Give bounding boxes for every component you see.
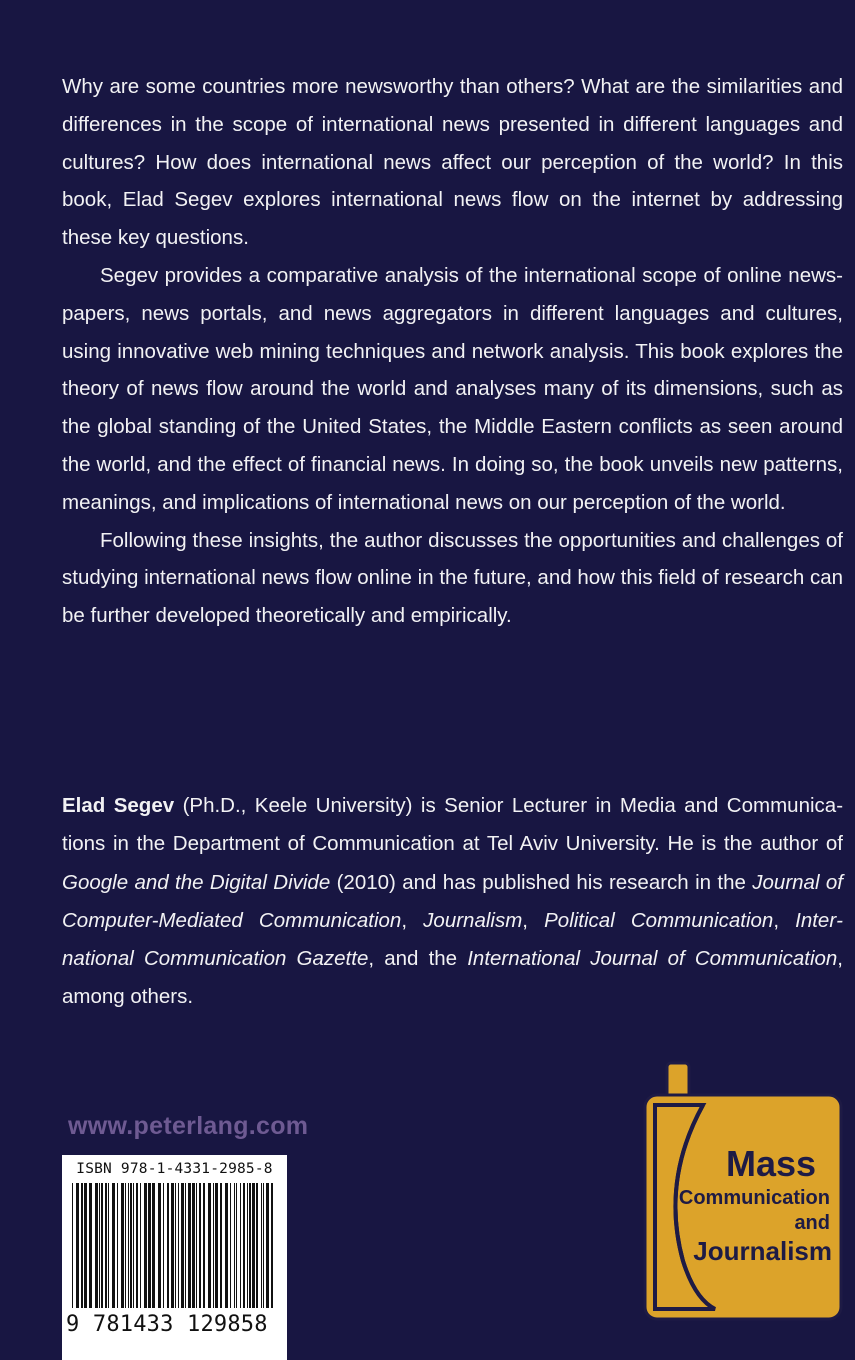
barcode-bar	[256, 1183, 258, 1308]
barcode-bar	[133, 1183, 134, 1308]
bio-separator-3: ,	[773, 908, 796, 932]
barcode-bar	[234, 1183, 235, 1308]
barcode-bar	[225, 1183, 228, 1308]
barcode-bar	[175, 1183, 176, 1308]
barcode-bar	[105, 1183, 107, 1308]
blurb-paragraph-1: Why are some countries more newsworthy than others? What are the similarities and differences in the scope of international news presented in different languages and cultures? How does international news affect our perception of the world? In this book, Elad Segev explores international news flow on the internet by addressing these key questions.	[62, 75, 843, 250]
barcode-bar	[192, 1183, 195, 1308]
barcode-bar	[144, 1183, 147, 1308]
barcode-bar	[208, 1183, 211, 1308]
barcode-bar	[167, 1183, 169, 1308]
journal-title-1: Journal of Computer-Mediated Communication	[62, 870, 843, 932]
barcode-bar	[215, 1183, 218, 1308]
barcode-bar	[136, 1183, 138, 1308]
bio-text-1: (Ph.D., Keele University) is Senior Lecturer in Media and Communications in the Department of Communication at Tel Aviv University. He is the author of	[62, 794, 844, 856]
barcode-bar	[266, 1183, 269, 1308]
barcode-bar	[230, 1183, 231, 1308]
barcode-bar	[84, 1183, 87, 1308]
author-bio	[62, 787, 843, 1017]
barcode-bar	[171, 1183, 174, 1308]
bio-text-2: (2010) and has published his research in the	[330, 870, 753, 894]
publisher-url[interactable]: www.peterlang.com	[68, 1112, 309, 1140]
barcode-bar	[76, 1183, 79, 1308]
series-title-line-2: Communication	[678, 1187, 830, 1209]
barcode-bar	[95, 1183, 98, 1308]
barcode-bar	[158, 1183, 161, 1308]
barcode-bar	[247, 1183, 248, 1308]
barcode-bar	[152, 1183, 155, 1308]
barcode-bar	[199, 1183, 201, 1308]
barcode-bar	[213, 1183, 214, 1308]
barcode-bar	[117, 1183, 118, 1308]
barcode-bar	[128, 1183, 129, 1308]
barcode-bar	[99, 1183, 100, 1308]
journal-title-2: Journalism	[423, 908, 523, 932]
journal-title-3: Political Communication	[544, 908, 774, 932]
barcode-bar	[148, 1183, 151, 1308]
barcode-bar	[112, 1183, 115, 1308]
barcode-bar	[243, 1183, 245, 1308]
barcode-bar	[140, 1183, 141, 1308]
barcode-bar	[108, 1183, 109, 1308]
bio-separator-2: ,	[522, 908, 545, 932]
barcode-bar	[271, 1183, 273, 1308]
barcode-bar	[181, 1183, 184, 1308]
journal-title-5: International Journal of Communication	[467, 947, 838, 971]
barcode-bar	[252, 1183, 255, 1308]
barcode-bar	[101, 1183, 103, 1308]
barcode-bar	[240, 1183, 241, 1308]
barcode-bar	[236, 1183, 237, 1308]
barcode-bar	[89, 1183, 92, 1308]
bio-separator-1: ,	[401, 908, 424, 932]
barcode-bar	[188, 1183, 191, 1308]
isbn-label: ISBN 978-1-4331-2985-8	[76, 1161, 273, 1177]
barcode-bar	[72, 1183, 73, 1308]
barcode-bar	[121, 1183, 124, 1308]
author-name: Elad Segev	[62, 794, 175, 817]
barcode-bar	[163, 1183, 164, 1308]
series-title-line-3: and	[794, 1212, 830, 1234]
blurb-paragraph-2: Segev provides a comparative analysis of the international scope of online newspapers, news portals, and news aggregators in different languages and cultures, using innovative web mining techniques and network analysis. This book explores the theory of news flow around the world and analyses many of its dimensions, such as the global standing of the United States, the Middle Eastern conflicts as seen around the world, and the effect of financial news. In doing so, the book unveils new patterns, meanings, and implications of international news on our perception of the world.	[62, 263, 843, 514]
barcode-bar	[185, 1183, 186, 1308]
barcode-bar	[130, 1183, 132, 1308]
barcode-bar	[178, 1183, 179, 1308]
barcode-bar	[220, 1183, 222, 1308]
barcode-bar	[125, 1183, 126, 1308]
book-title: Google and the Digital Divide	[62, 870, 331, 894]
series-title-line-4: Journalism	[693, 1236, 832, 1266]
barcode-bar	[81, 1183, 83, 1308]
blurb-paragraph-3: Following these insights, the author discusses the opportunities and challenges of studying international news flow online in the future, and how this field of research can be further developed theoretically and empirically.	[62, 528, 843, 628]
bio-text-4: , among others.	[62, 947, 843, 1009]
barcode-bar	[249, 1183, 251, 1308]
isbn-barcode	[62, 1155, 287, 1360]
barcode-bar	[261, 1183, 262, 1308]
back-cover-blurb	[62, 68, 843, 635]
journal-title-4: International Communication Gazette	[62, 908, 843, 971]
barcode-digits: 9 781433 129858	[66, 1312, 268, 1337]
series-title-line-1: Mass	[726, 1143, 817, 1184]
barcode-bar	[203, 1183, 205, 1308]
barcode-bar	[263, 1183, 264, 1308]
bio-text-3: , and the	[368, 947, 468, 971]
barcode-bars	[72, 1183, 278, 1333]
barcode-bar	[196, 1183, 197, 1308]
